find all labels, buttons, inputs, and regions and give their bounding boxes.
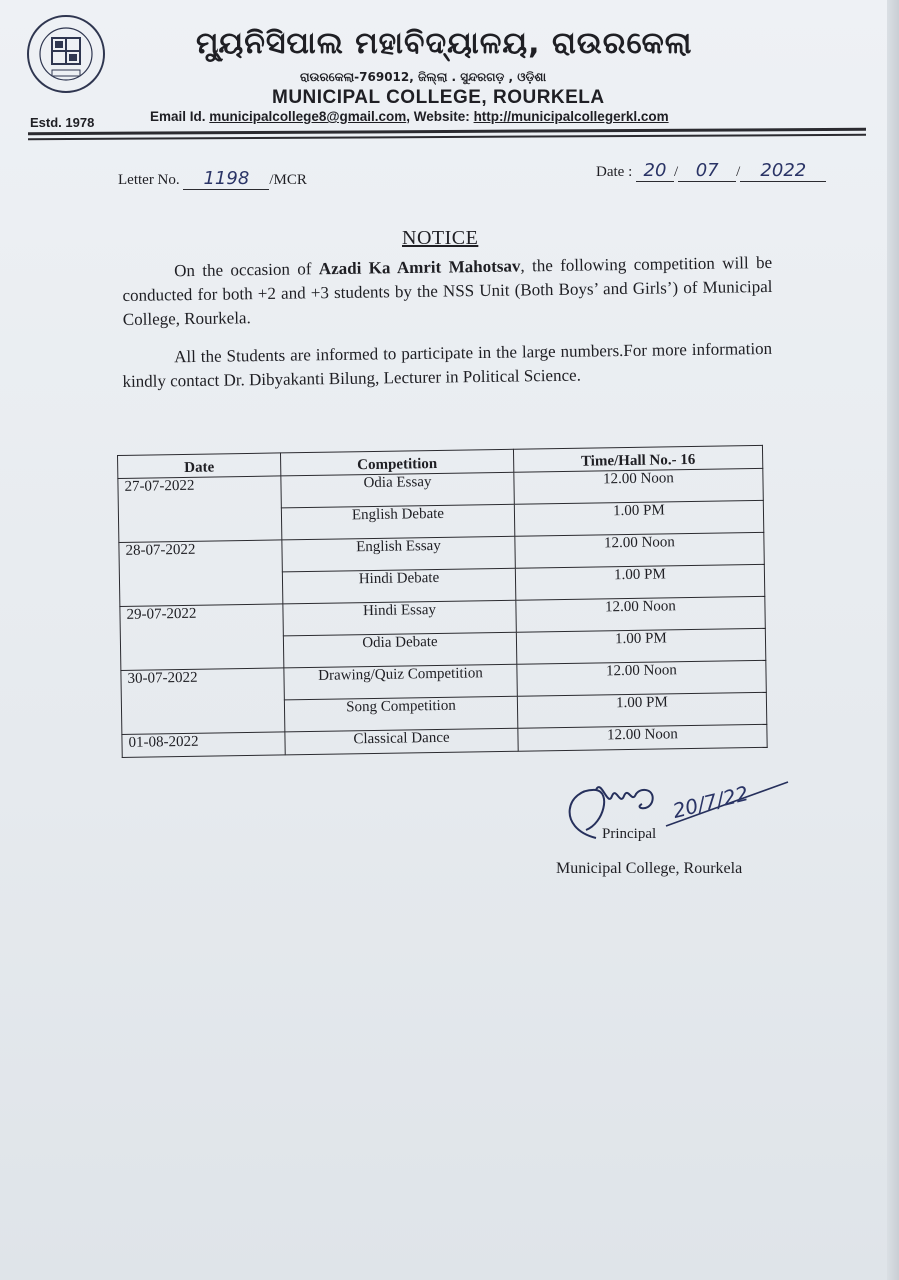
schedule-table-wrapper [117, 445, 768, 758]
competition-cell: Odia Essay [281, 472, 514, 508]
notice-paragraph-1 [122, 251, 773, 332]
paper-edge [887, 0, 899, 1280]
college-seal-logo [26, 14, 106, 94]
date-line: Date : 20 / 07 / 2022 [596, 160, 826, 182]
time-cell: 12.00 Noon [517, 660, 766, 696]
time-cell: 1.00 PM [517, 692, 766, 728]
paragraph-1-intro: On the occasion of [174, 259, 319, 281]
email-link[interactable]: municipalcollege8@gmail.com [209, 109, 407, 124]
notice-paragraph-2: All the Students are informed to participate in the large numbers.For more information kindly contact Dr. Dibyakanti Bilung, Lecturer in Political Science. [122, 338, 773, 391]
date-cell: 28-07-2022 [119, 540, 283, 607]
date-cell: 30-07-2022 [121, 668, 285, 735]
time-cell: 1.00 PM [515, 564, 764, 600]
date-year: 2022 [740, 160, 826, 182]
date-day: 20 [636, 160, 674, 182]
schedule-table [117, 445, 768, 758]
college-name-odia: ମ୍ୟୁନିସିପାଲ ମହାବିଦ୍ୟାଳୟ, ରାଉରକେଲା [196, 26, 693, 61]
notice-title: NOTICE [402, 227, 479, 249]
email-label: Email Id. [150, 109, 206, 124]
college-address-odia: ରାଉରକେଲା-769012, ଜିଲ୍ଲା . ସୁନ୍ଦରଗଡ଼ , ଓଡ଼ିଶା [300, 70, 547, 84]
time-cell: 1.00 PM [514, 500, 763, 536]
competition-cell: Classical Dance [285, 728, 518, 755]
letter-number-label: Letter No. [118, 172, 180, 188]
letter-number-suffix: /MCR [269, 172, 307, 188]
time-cell: 1.00 PM [516, 628, 765, 664]
signature-college: Municipal College, Rourkela [556, 860, 743, 877]
letter-number-line [118, 168, 307, 190]
time-cell: 12.00 Noon [516, 596, 765, 632]
competition-cell: English Debate [281, 504, 514, 540]
contact-line [150, 109, 669, 124]
college-name-english: MUNICIPAL COLLEGE, ROURKELA [272, 87, 605, 108]
competition-cell: Drawing/Quiz Competition [284, 664, 517, 700]
website-label: , Website: [406, 109, 470, 124]
competition-cell: English Essay [282, 536, 515, 572]
header-competition: Competition [280, 449, 513, 476]
time-cell: 12.00 Noon [515, 532, 764, 568]
competition-cell: Hindi Essay [283, 600, 516, 636]
date-cell: 01-08-2022 [122, 732, 285, 758]
time-cell: 12.00 Noon [518, 724, 767, 751]
paragraph-1-body: , the following competition will be conducted for both +2 and +3 students by the NSS Unit (Both Boys’ and Girls’) of Municipal College, Rourkela. [122, 252, 773, 329]
signature-date: 20/7/22 [670, 781, 751, 823]
competition-cell: Odia Debate [283, 632, 516, 668]
header-date: Date [118, 453, 281, 479]
website-link[interactable]: http://municipalcollegerkl.com [473, 109, 669, 124]
date-month: 07 [678, 160, 736, 182]
event-name: Azadi Ka Amrit Mahotsav [318, 256, 521, 279]
date-cell: 27-07-2022 [118, 476, 282, 543]
letter-number-value: 1198 [183, 168, 269, 190]
principal-title: Principal [602, 826, 657, 842]
header-time-hall: Time/Hall No.- 16 [513, 445, 762, 472]
competition-cell: Song Competition [284, 696, 517, 732]
time-cell: 12.00 Noon [514, 468, 763, 504]
date-label: Date : [596, 164, 633, 180]
competition-cell: Hindi Debate [282, 568, 515, 604]
header-divider-thin [28, 134, 866, 140]
date-cell: 29-07-2022 [120, 604, 284, 671]
established-year: Estd. 1978 [30, 115, 95, 130]
